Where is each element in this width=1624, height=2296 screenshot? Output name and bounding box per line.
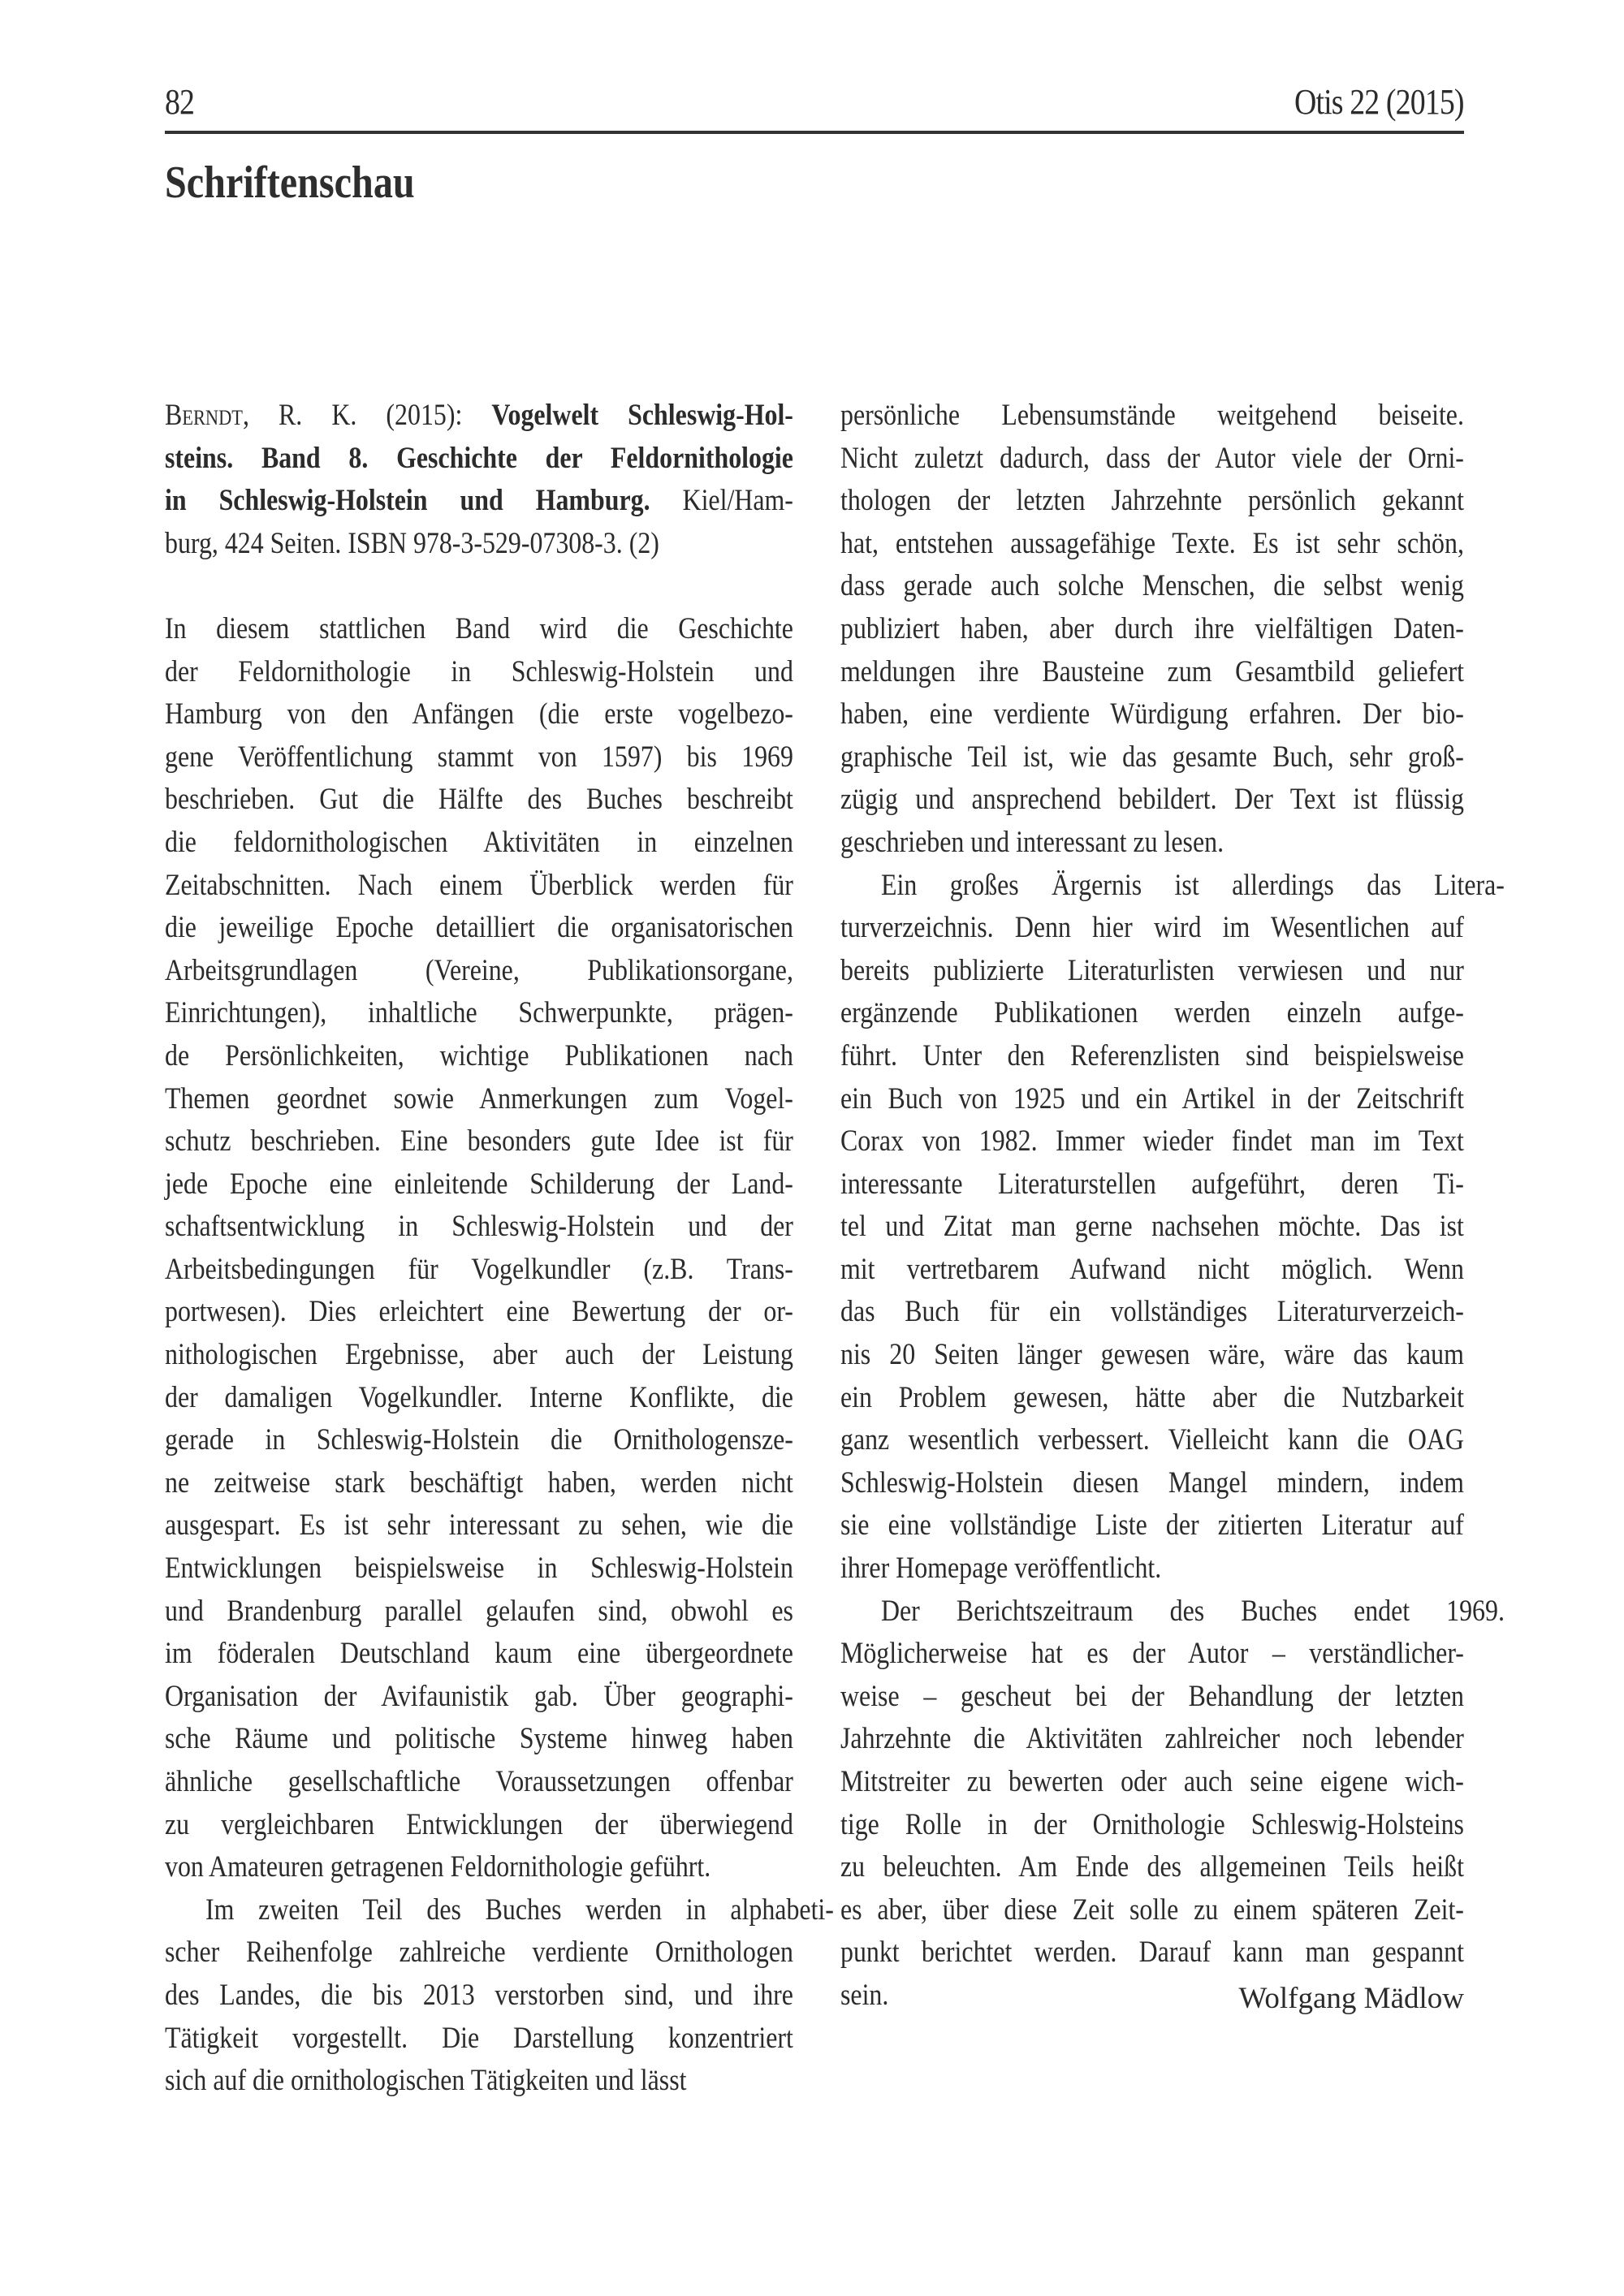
- text-line-content: Der Berichtszeitraum des Buches endet 1969.: [880, 1594, 1505, 1628]
- text-line-content: sie eine vollständige Liste der zitierten Literatur auf: [840, 1508, 1464, 1543]
- text-line-content: im föderalen Deutschland kaum eine übergeordnete: [165, 1637, 793, 1671]
- text-line: [165, 1889, 834, 1932]
- text-line: [840, 1249, 1464, 1292]
- text-line-content: hat, entstehen aussagefähige Texte. Es ist sehr schön,: [840, 526, 1464, 560]
- text-line: [165, 1590, 793, 1634]
- text-line-content: Arbeitsgrundlagen (Vereine, Publikationsorgane,: [165, 953, 793, 987]
- citation-title-line: Vogelwelt Schleswig-Hol-: [491, 399, 793, 432]
- citation-line-text: [165, 395, 793, 438]
- text-line-content: der damaligen Vogelkundler. Interne Konflikte, die: [165, 1380, 793, 1414]
- text-line: [165, 736, 793, 779]
- citation-isbn: burg, 424 Seiten. ISBN 978-3-529-07308-3. (2): [165, 526, 659, 560]
- spacer: [165, 565, 793, 608]
- text-line-content: zügig und ansprechend bebildert. Der Text ist flüssig: [840, 783, 1464, 817]
- text-line-content: publiziert haben, aber durch ihre vielfältigen Daten-: [840, 611, 1464, 645]
- text-line: [840, 395, 1464, 438]
- text-line: [840, 1889, 1464, 1932]
- text-line-content: ein Buch von 1925 und ein Artikel in der Zeitschrift: [840, 1081, 1464, 1116]
- citation-line-text: [165, 480, 793, 523]
- text-line-content: beschrieben. Gut die Hälfte des Buches beschreibt: [165, 783, 793, 817]
- text-line: [165, 2060, 793, 2103]
- text-line-content: führt. Unter den Referenzlisten sind beispielsweise: [840, 1038, 1464, 1072]
- text-line-content: schaftsentwicklung in Schleswig-Holstein und der: [165, 1210, 793, 1244]
- page-number: 82: [165, 82, 195, 122]
- text-line-content: Zeitabschnitten. Nach einem Überblick werden für: [165, 868, 793, 902]
- citation-title-line: steins. Band 8. Geschichte der Feldornithologie: [165, 441, 793, 475]
- text-line-content: Mitstreiter zu bewerten oder auch seine eigene wich-: [840, 1765, 1464, 1798]
- text-line: [165, 992, 793, 1035]
- text-line: [840, 907, 1464, 950]
- citation: [165, 395, 793, 565]
- text-line: [165, 1462, 793, 1505]
- text-line: [165, 779, 793, 822]
- text-line: [840, 736, 1464, 779]
- text-line-content: es aber, über diese Zeit solle zu einem späteren Zeit-: [840, 1892, 1464, 1927]
- text-line: [840, 1590, 1505, 1634]
- text-line: [840, 565, 1464, 608]
- citation-author: Berndt: [165, 399, 243, 432]
- text-line-content: geschrieben und interessant zu lesen.: [840, 825, 1224, 859]
- text-line-content: interessante Literaturstellen aufgeführt, deren Ti-: [840, 1167, 1464, 1201]
- text-line: [165, 1804, 793, 1847]
- text-line: [840, 1761, 1464, 1804]
- text-line-content: tige Rolle in der Ornithologie Schleswig-Holsteins: [840, 1807, 1464, 1841]
- text-line: [165, 608, 793, 651]
- text-line: [165, 1078, 793, 1121]
- text-line-content: jede Epoche eine einleitende Schilderung der Land-: [165, 1167, 793, 1201]
- text-line: [840, 1163, 1464, 1206]
- text-line-content: ergänzende Publikationen werden einzeln aufge-: [840, 996, 1464, 1030]
- text-line: [165, 1846, 793, 1889]
- text-line: [840, 1931, 1464, 1974]
- text-line: [165, 1419, 793, 1462]
- running-head: [165, 81, 1464, 130]
- text-line: [165, 651, 793, 694]
- text-line-content: ihrer Homepage veröffentlicht.: [840, 1552, 1162, 1586]
- text-line-content: Themen geordnet sowie Anmerkungen zum Vogel-: [165, 1081, 793, 1116]
- citation-publisher: Kiel/Ham-: [650, 484, 793, 518]
- text-line: [840, 1377, 1464, 1420]
- text-line-content: Jahrzehnte die Aktivitäten zahlreicher noch lebender: [840, 1722, 1464, 1756]
- text-line-content: nis 20 Seiten länger gewesen wäre, wäre das kaum: [840, 1338, 1464, 1372]
- text-line: [165, 1206, 793, 1249]
- text-line: [840, 693, 1464, 736]
- text-line: [840, 822, 1464, 865]
- text-line-content: die jeweilige Epoche detailliert die organisatorischen: [165, 911, 793, 945]
- text-line: [165, 1931, 793, 1974]
- text-line-content: Möglicherweise hat es der Autor – verständlicher-: [840, 1637, 1464, 1671]
- journal-reference: Otis 22 (2015): [1294, 82, 1464, 122]
- text-line-content: von Amateuren getragenen Feldornithologie geführt.: [165, 1850, 711, 1884]
- citation-line: [165, 438, 793, 481]
- text-line: [165, 1718, 793, 1761]
- text-line-content: dass gerade auch solche Menschen, die selbst wenig: [840, 569, 1464, 603]
- text-line: [840, 651, 1464, 694]
- text-line: [840, 1078, 1464, 1121]
- text-line: [840, 1035, 1464, 1078]
- text-line: [840, 1419, 1464, 1462]
- left-column: [165, 395, 834, 2103]
- text-line-content: ein Problem gewesen, hätte aber die Nutzbarkeit: [840, 1380, 1464, 1414]
- text-line: [840, 1804, 1464, 1847]
- text-line-content: Im zweiten Teil des Buches werden in alphabeti-: [205, 1892, 834, 1927]
- text-line: [165, 865, 793, 908]
- text-line: [840, 865, 1505, 908]
- text-line-content: thologen der letzten Jahrzehnte persönlich gekannt: [840, 484, 1464, 518]
- text-line: [165, 1761, 793, 1804]
- text-line-content: Hamburg von den Anfängen (die erste vogelbezo-: [165, 697, 793, 732]
- text-line-content: die feldornithologischen Aktivitäten in einzelnen: [165, 825, 793, 859]
- text-line-content: des Landes, die bis 2013 verstorben sind, und ihre: [165, 1978, 793, 2012]
- citation-line: [165, 480, 793, 523]
- text-line-content: In diesem stattlichen Band wird die Geschichte: [165, 611, 793, 645]
- text-line: [165, 950, 793, 993]
- text-line-content: tel und Zitat man gerne nachsehen möchte. Das ist: [840, 1210, 1464, 1244]
- header-rule: [165, 131, 1464, 134]
- text-line: [840, 1120, 1464, 1163]
- text-line: [840, 1462, 1464, 1505]
- text-line-content: meldungen ihre Bausteine zum Gesamtbild geliefert: [840, 654, 1464, 688]
- citation-title-line: in Schleswig-Holstein und Hamburg.: [165, 484, 650, 518]
- text-line: [165, 1377, 793, 1420]
- text-line: [840, 1676, 1464, 1719]
- text-line-content: das Buch für ein vollständiges Literaturverzeich-: [840, 1295, 1464, 1329]
- text-line-content: Schleswig-Holstein diesen Mangel mindern, indem: [840, 1465, 1464, 1500]
- citation-line: [165, 395, 793, 438]
- text-line-content: weise – gescheut bei der Behandlung der letzten: [840, 1679, 1464, 1713]
- text-line: [165, 1035, 793, 1078]
- text-line-content: scher Reihenfolge zahlreiche verdiente Ornithologen: [165, 1936, 793, 1970]
- text-line-content: ne zeitweise stark beschäftigt haben, werden nicht: [165, 1465, 793, 1500]
- paragraph: [165, 1889, 834, 2103]
- text-line: [840, 1504, 1464, 1547]
- text-line-content: sche Räume und politische Systeme hinweg haben: [165, 1722, 793, 1756]
- text-line: [840, 523, 1464, 566]
- right-column: [840, 395, 1505, 2018]
- text-line: [840, 1718, 1464, 1761]
- text-line-content: punkt berichtet werden. Darauf kann man gespannt: [840, 1936, 1464, 1970]
- text-line-content: Corax von 1982. Immer wieder findet man im Text: [840, 1124, 1464, 1159]
- text-line-content: gene Veröffentlichung stammt von 1597) bis 1969: [165, 740, 793, 774]
- text-line-content: de Persönlichkeiten, wichtige Publikationen nach: [165, 1038, 793, 1072]
- text-line-content: ganz wesentlich verbessert. Vielleicht kann die OAG: [840, 1423, 1464, 1457]
- text-line: [165, 822, 793, 865]
- text-line-content: zu vergleichbaren Entwicklungen der überwiegend: [165, 1807, 793, 1841]
- text-line: [840, 950, 1464, 993]
- text-line: [165, 1547, 793, 1590]
- text-line: [840, 992, 1464, 1035]
- text-line: [840, 1633, 1464, 1676]
- text-line: [165, 1334, 793, 1377]
- text-line-content: sein.: [840, 1978, 889, 2012]
- text-line: [840, 608, 1464, 651]
- text-line-content: schutz beschrieben. Eine besonders gute Idee ist für: [165, 1124, 793, 1159]
- paragraph: [840, 865, 1505, 1590]
- text-line-content: Einrichtungen), inhaltliche Schwerpunkte, prägen-: [165, 996, 793, 1030]
- text-line-content: zu beleuchten. Am Ende des allgemeinen Teils heißt: [840, 1850, 1464, 1884]
- text-line-content: Tätigkeit vorgestellt. Die Darstellung konzentriert: [165, 2021, 793, 2055]
- section-title: Schriftenschau: [165, 158, 415, 208]
- text-line: [165, 1120, 793, 1163]
- text-line-content: mit vertretbarem Aufwand nicht möglich. Wenn: [840, 1252, 1464, 1286]
- text-line: [840, 1291, 1464, 1334]
- text-line: [840, 480, 1464, 523]
- text-line-content: sich auf die ornithologischen Tätigkeiten und lässt: [165, 2064, 687, 2098]
- text-line: [840, 438, 1464, 481]
- text-line: [165, 2018, 793, 2061]
- text-line: [165, 907, 793, 950]
- text-line: [165, 1974, 793, 2018]
- text-line-content: Entwicklungen beispielsweise in Schleswig-Holstein: [165, 1552, 793, 1586]
- text-line: [165, 1291, 793, 1334]
- text-line: [165, 1249, 793, 1292]
- text-line: [840, 1334, 1464, 1377]
- text-line: [165, 1676, 793, 1719]
- text-line-content: portwesen). Dies erleichtert eine Bewertung der or-: [165, 1295, 793, 1329]
- text-line-content: turverzeichnis. Denn hier wird im Wesentlichen auf: [840, 911, 1464, 945]
- right-body-text: [840, 395, 1505, 2018]
- citation-author-rest: , R. K. (2015):: [242, 399, 492, 432]
- paragraph: [840, 395, 1464, 865]
- text-line-content: gerade in Schleswig-Holstein die Ornithologensze-: [165, 1423, 793, 1457]
- text-line-content: ähnliche gesellschaftliche Voraussetzungen offenbar: [165, 1765, 793, 1798]
- text-line: [165, 1163, 793, 1206]
- text-line-content: und Brandenburg parallel gelaufen sind, obwohl es: [165, 1594, 793, 1628]
- text-line-content: Organisation der Avifaunistik gab. Über geographi-: [165, 1679, 793, 1713]
- text-line: [840, 779, 1464, 822]
- text-line-content: bereits publizierte Literaturlisten verwiesen und nur: [840, 953, 1464, 987]
- text-line: [165, 1504, 793, 1547]
- reviewer-signature: Wolfgang Mädlow: [1238, 1982, 1464, 2015]
- text-line: [165, 1633, 793, 1676]
- text-line: [840, 1547, 1464, 1590]
- text-line: [840, 1846, 1464, 1889]
- text-line-content: Ein großes Ärgernis ist allerdings das Litera-: [880, 868, 1505, 902]
- paragraph: [165, 608, 793, 1889]
- left-body-text: [165, 608, 834, 2103]
- text-line-content: persönliche Lebensumstände weitgehend beiseite.: [840, 399, 1464, 432]
- paragraph: [840, 1590, 1505, 2018]
- text-line-content: Nicht zuletzt dadurch, dass der Autor viele der Orni-: [840, 441, 1464, 475]
- text-line: [840, 1206, 1464, 1249]
- text-line-content: haben, eine verdiente Würdigung erfahren. Der bio-: [840, 697, 1464, 732]
- text-line-content: Arbeitsbedingungen für Vogelkundler (z.B. Trans-: [165, 1252, 793, 1286]
- text-line-content: graphische Teil ist, wie das gesamte Buch, sehr groß-: [840, 740, 1464, 774]
- text-line: [165, 693, 793, 736]
- citation-line: [165, 523, 793, 566]
- text-line-content: nithologischen Ergebnisse, aber auch der Leistung: [165, 1338, 793, 1372]
- text-line-content: ausgespart. Es ist sehr interessant zu sehen, wie die: [165, 1508, 793, 1543]
- text-line-content: der Feldornithologie in Schleswig-Holstein und: [165, 654, 793, 688]
